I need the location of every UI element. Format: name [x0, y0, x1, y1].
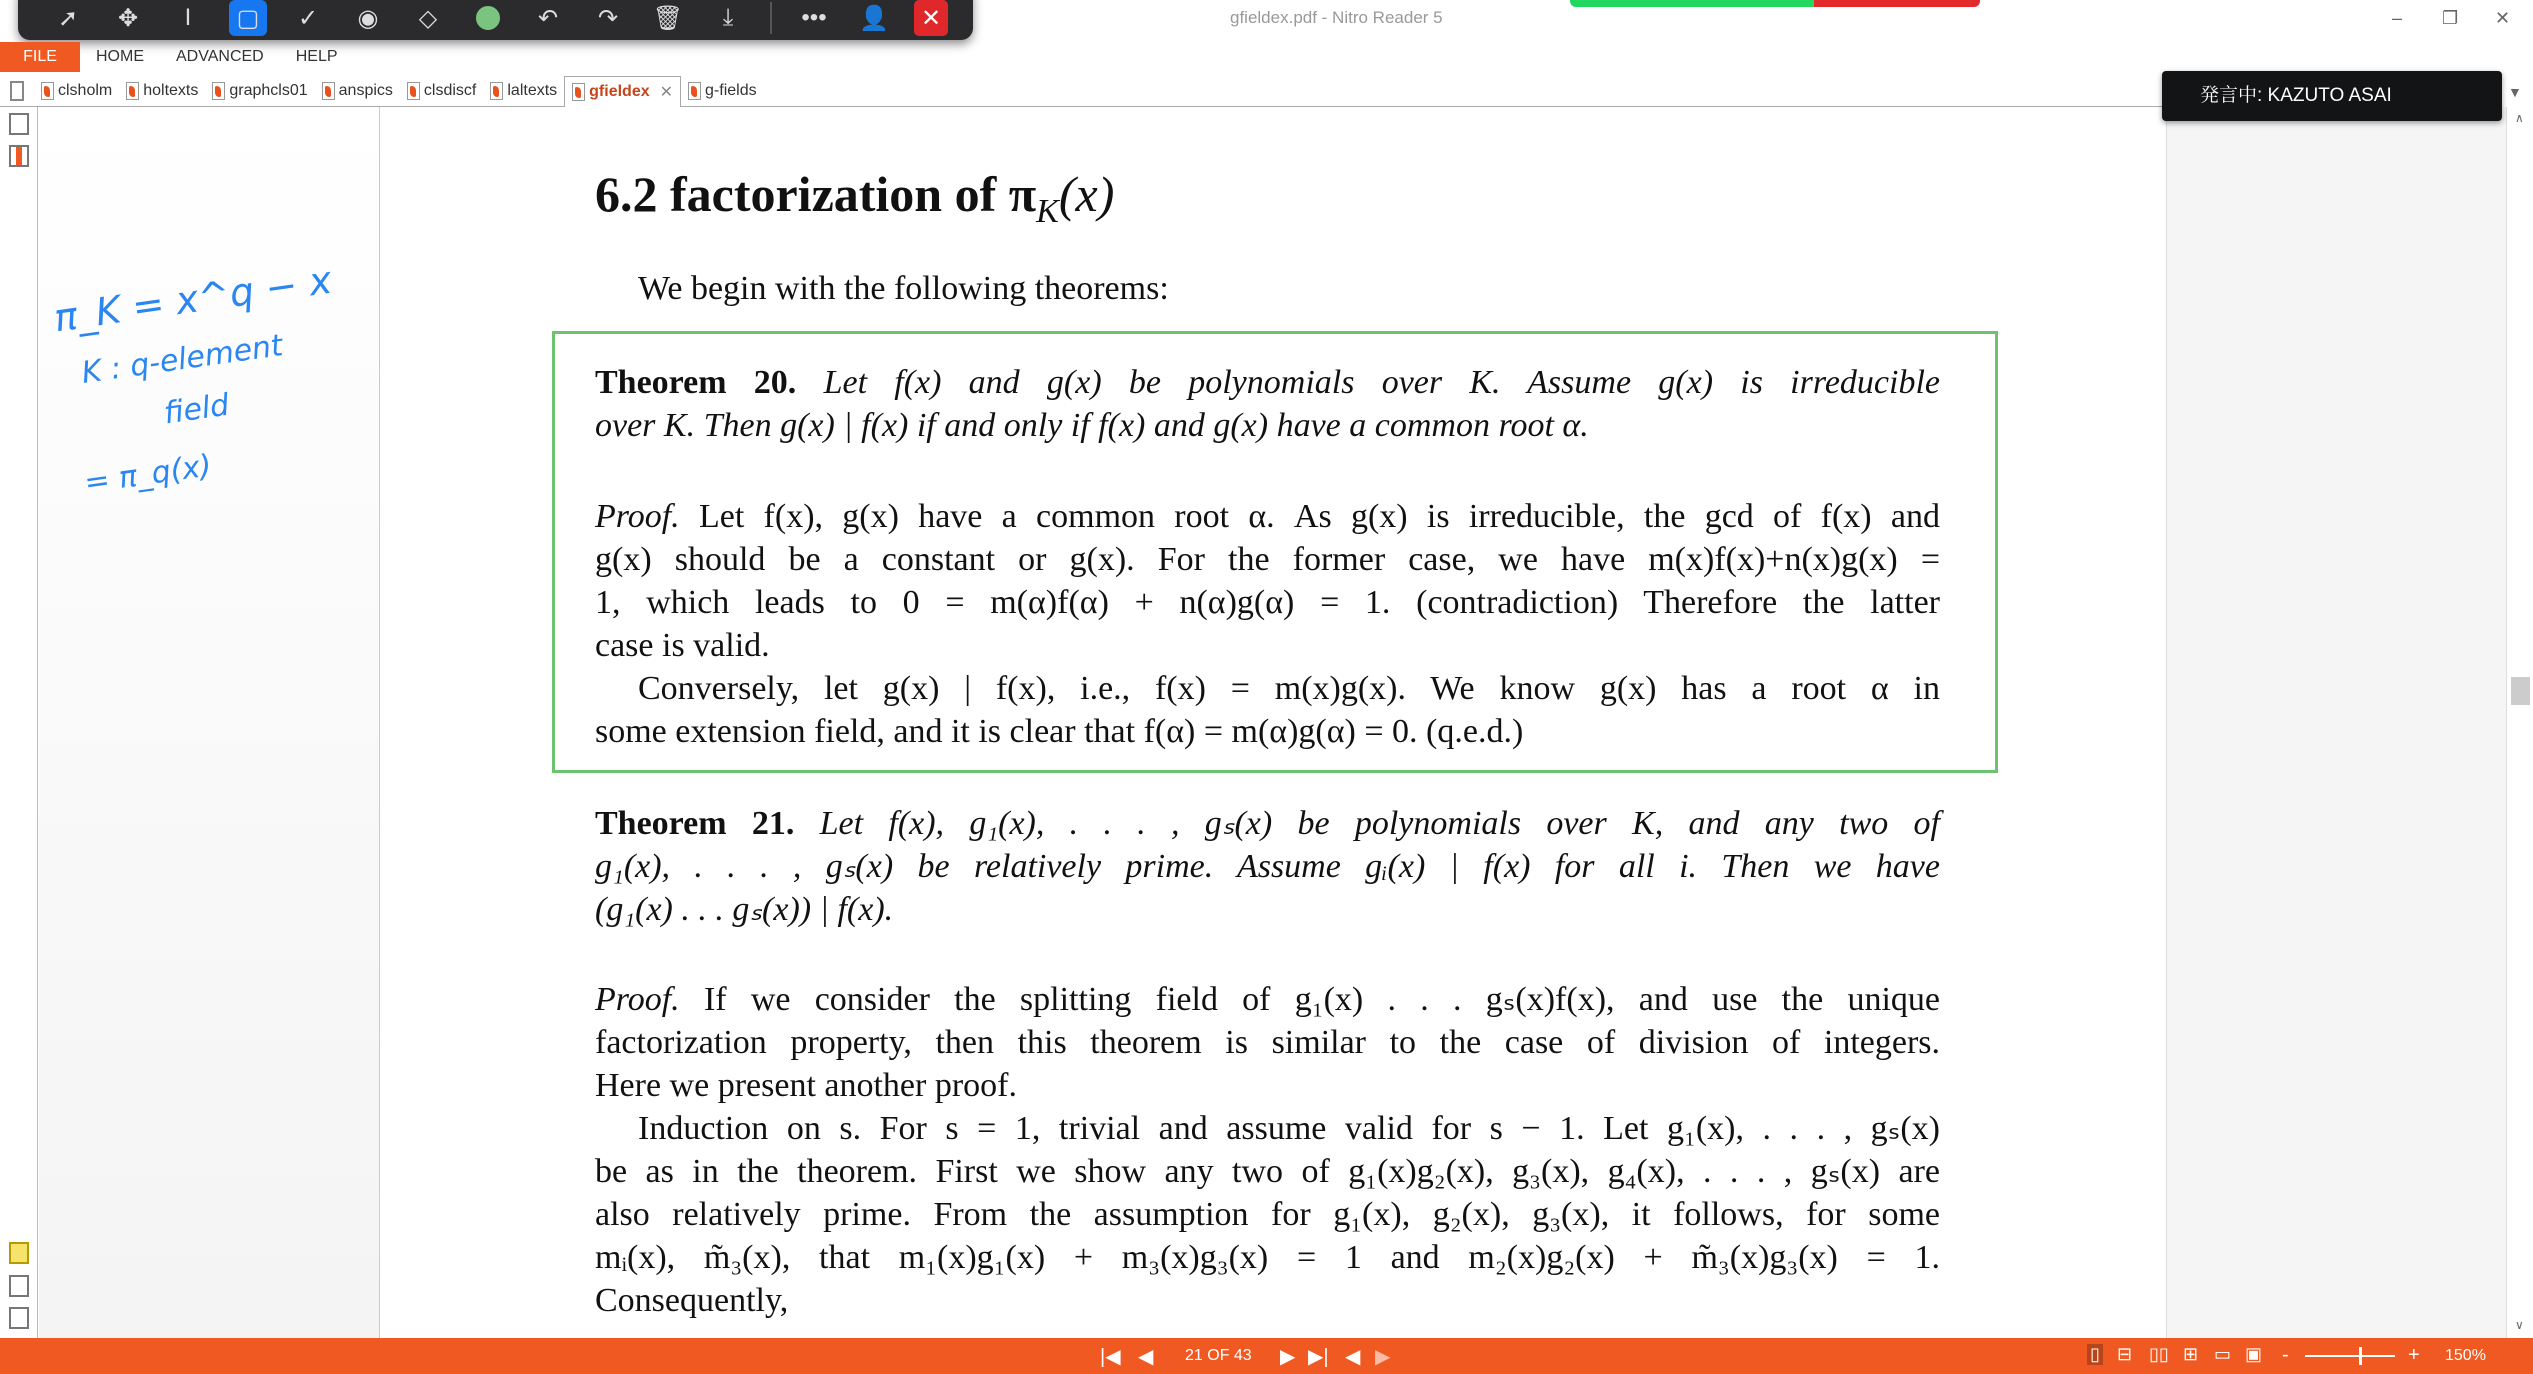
attachments-icon[interactable]: [9, 1275, 29, 1297]
page-indicator[interactable]: 21 OF 43: [1185, 1347, 1252, 1364]
tab-label: holtexts: [143, 81, 199, 99]
annotation-toolbar: [18, 0, 973, 40]
color-picker-icon[interactable]: [458, 0, 518, 36]
single-page-view-icon[interactable]: ▯: [2087, 1344, 2103, 1365]
layers-icon[interactable]: [9, 1307, 29, 1329]
fullscreen-view-icon[interactable]: ▣: [2245, 1344, 2263, 1364]
close-button[interactable]: ✕: [2495, 8, 2511, 28]
comments-icon[interactable]: [9, 1242, 29, 1264]
handwritten-note: K : q-element: [79, 328, 285, 391]
theorem-line: Let f(x) and g(x) be polynomials over K. Assume g(x) is irreducible: [823, 364, 1940, 401]
proof-label: Proof.: [595, 498, 680, 535]
proof-label: Proof.: [595, 981, 680, 1018]
maximize-button[interactable]: ❐: [2442, 8, 2459, 28]
tab-anspics[interactable]: [315, 76, 400, 106]
scrollbar-thumb[interactable]: [2511, 677, 2530, 705]
document-tabs: [0, 75, 2165, 107]
theorem-21: [595, 802, 1940, 931]
proof-line: case is valid.: [595, 627, 770, 664]
pdf-icon: [572, 83, 585, 101]
check-icon[interactable]: ✓: [297, 4, 319, 32]
toolbar-divider: [770, 2, 772, 34]
pdf-icon: [41, 82, 54, 100]
more-icon[interactable]: •••: [801, 4, 827, 31]
close-tab-icon[interactable]: ✕: [659, 83, 674, 101]
pdf-icon: [688, 82, 701, 100]
download-icon[interactable]: ⤓: [722, 4, 734, 31]
bookmark-icon[interactable]: [9, 145, 29, 167]
proof-line: factorization property, then this theorem is similar to the case of division of integers.: [595, 1024, 1940, 1061]
menu-file[interactable]: FILE: [0, 42, 80, 72]
tabs-dropdown-icon[interactable]: ▼: [2508, 84, 2522, 100]
proof-line: also relatively prime. From the assumption for g₁(x), g₂(x), g₃(x), it follows, for some: [595, 1196, 1940, 1233]
tab-g-fields[interactable]: [681, 76, 764, 106]
last-page-icon[interactable]: ▶|: [1308, 1346, 1329, 1368]
pdf-icon: [490, 82, 503, 100]
proof-line: Let f(x), g(x) have a common root α. As g(x) is irreducible, the gcd of f(x) and: [698, 498, 1940, 535]
tab-label: graphcls01: [229, 81, 308, 99]
pdf-icon: [407, 82, 420, 100]
zoom-out-button[interactable]: -: [2282, 1344, 2289, 1366]
theorem-line: g₁(x), . . . , gₛ(x) be relatively prime. Assume gᵢ(x) | f(x) for all i. Then we have: [595, 848, 1940, 885]
heading-tail: (x): [1058, 166, 1115, 222]
right-panel: [2166, 107, 2506, 1338]
record-icon[interactable]: ◉: [357, 4, 379, 32]
pdf-icon: [322, 82, 335, 100]
previous-page-icon[interactable]: ◀: [1138, 1346, 1154, 1368]
select-cursor-icon[interactable]: ➚: [57, 4, 79, 32]
menu-bar: [0, 42, 354, 72]
tab-label: laltexts: [507, 81, 558, 99]
proof-21: [595, 978, 1940, 1322]
tab-clsdiscf[interactable]: [400, 76, 483, 106]
zoom-slider-thumb[interactable]: [2359, 1347, 2362, 1365]
redo-icon[interactable]: ↷: [597, 4, 619, 32]
thumbnail-panel: [39, 107, 380, 1338]
user-shield-icon[interactable]: 👤: [859, 4, 889, 32]
scroll-up-icon[interactable]: ∧: [2515, 111, 2524, 125]
zoom-slider[interactable]: [2305, 1355, 2395, 1357]
theorem-line: Let f(x), g₁(x), . . . , gₛ(x) be polynomials over K, and any two of: [819, 805, 1940, 842]
back-view-icon[interactable]: ◀: [1345, 1346, 1361, 1368]
intro-text: We begin with the following theorems:: [638, 270, 1169, 307]
proof-20: [595, 495, 1940, 753]
handwritten-note: = π_q(x): [82, 448, 214, 501]
trash-icon[interactable]: 🗑: [652, 4, 684, 32]
proof-line: Here we present another proof.: [595, 1067, 1017, 1104]
section-heading: [595, 165, 1114, 231]
tab-label: clsholm: [58, 81, 113, 99]
eraser-icon[interactable]: ◇: [418, 4, 438, 32]
theorem-20: [595, 361, 1940, 447]
zoom-in-button[interactable]: +: [2408, 1344, 2420, 1366]
pdf-icon: [126, 82, 139, 100]
facing-continuous-view-icon[interactable]: ⊞: [2183, 1344, 2199, 1364]
status-bar: [0, 1338, 2533, 1374]
menu-home[interactable]: HOME: [96, 48, 144, 65]
heading-subscript: K: [1036, 193, 1059, 230]
tab-label: gfieldex: [589, 82, 650, 100]
tab-clsholm[interactable]: [34, 76, 119, 106]
menu-advanced[interactable]: ADVANCED: [176, 48, 264, 65]
proof-line: some extension field, and it is clear that f(α) = m(α)g(α) = 0. (q.e.d.): [595, 713, 1524, 750]
theorem-label: Theorem 21.: [595, 805, 795, 842]
handwritten-note: field: [161, 387, 232, 432]
forward-view-icon[interactable]: ▶: [1375, 1346, 1391, 1368]
proof-line: g(x) should be a constant or g(x). For the former case, we have m(x)f(x)+n(x)g(x) =: [595, 541, 1940, 578]
undo-icon[interactable]: ↶: [537, 4, 559, 32]
tab-label: clsdiscf: [423, 81, 477, 99]
proof-line: Consequently,: [595, 1282, 789, 1319]
window-title: gfieldex.pdf - Nitro Reader 5: [1230, 8, 1443, 27]
pdf-icon: [212, 82, 225, 100]
next-page-icon[interactable]: ▶: [1280, 1346, 1296, 1368]
tab-graphcls01[interactable]: [205, 76, 314, 106]
theorem-line: over K. Then g(x) | f(x) if and only if f(x) and g(x) have a common root α.: [595, 407, 1589, 444]
zoom-level[interactable]: 150%: [2445, 1347, 2486, 1364]
minimize-button[interactable]: –: [2392, 8, 2403, 28]
heading-text: 6.2 factorization of π: [595, 166, 1037, 222]
left-sidebar-strip: [0, 107, 38, 1338]
audio-level-meter: [1570, 0, 1980, 7]
proof-line: be as in the theorem. First we show any two of g₁(x)g₂(x), g₃(x), g₄(x), . . . , gₛ(x) are: [595, 1153, 1940, 1190]
tab-label: g-fields: [705, 81, 757, 99]
close-toolbar-icon[interactable]: ✕: [914, 0, 948, 36]
tab-laltexts[interactable]: [483, 76, 564, 106]
text-cursor-icon[interactable]: I: [184, 4, 192, 31]
proof-line: Conversely, let g(x) | f(x), i.e., f(x) = m(x)g(x). We know g(x) has a root α in: [638, 670, 1940, 707]
proof-line: If we consider the splitting field of g₁(x) . . . gₛ(x)f(x), and use the unique: [703, 981, 1940, 1018]
theorem-line: (g₁(x) . . . gₛ(x)) | f(x).: [595, 891, 894, 928]
first-page-icon[interactable]: |◀: [1100, 1346, 1121, 1368]
proof-line: 1, which leads to 0 = m(α)f(α) + n(α)g(α) = 1. (contradiction) Therefore the latter: [595, 584, 1940, 621]
facing-view-icon[interactable]: ▯▯: [2149, 1344, 2169, 1364]
tab-holtexts[interactable]: [119, 76, 205, 106]
handwritten-note: π_K = x^q − x: [51, 257, 335, 341]
vertical-scrollbar[interactable]: [2506, 107, 2533, 1338]
move-icon[interactable]: ✥: [117, 4, 139, 32]
proof-line: Induction on s. For s = 1, trivial and assume valid for s − 1. Let g₁(x), . . . , gₛ(x): [638, 1110, 1940, 1147]
rectangle-tool-icon[interactable]: ▢: [229, 0, 267, 36]
menu-help[interactable]: HELP: [295, 48, 338, 65]
search-document-icon[interactable]: [9, 113, 29, 135]
proof-line: mᵢ(x), m̃₃(x), that m₁(x)g₁(x) + m₃(x)g₃(x) = 1 and m₂(x)g₂(x) + m̃₃(x)g₃(x) = 1.: [595, 1239, 1940, 1276]
continuous-view-icon[interactable]: ⊟: [2117, 1344, 2133, 1364]
presentation-view-icon[interactable]: ▭: [2214, 1344, 2232, 1364]
speaker-indicator: 発言中: KAZUTO ASAI: [2162, 71, 2502, 121]
theorem-label: Theorem 20.: [595, 364, 797, 401]
tab-label: anspics: [338, 81, 393, 99]
scroll-down-icon[interactable]: ∨: [2515, 1318, 2524, 1332]
pages-panel-icon[interactable]: [10, 81, 24, 101]
tab-gfieldex[interactable]: [564, 76, 681, 108]
